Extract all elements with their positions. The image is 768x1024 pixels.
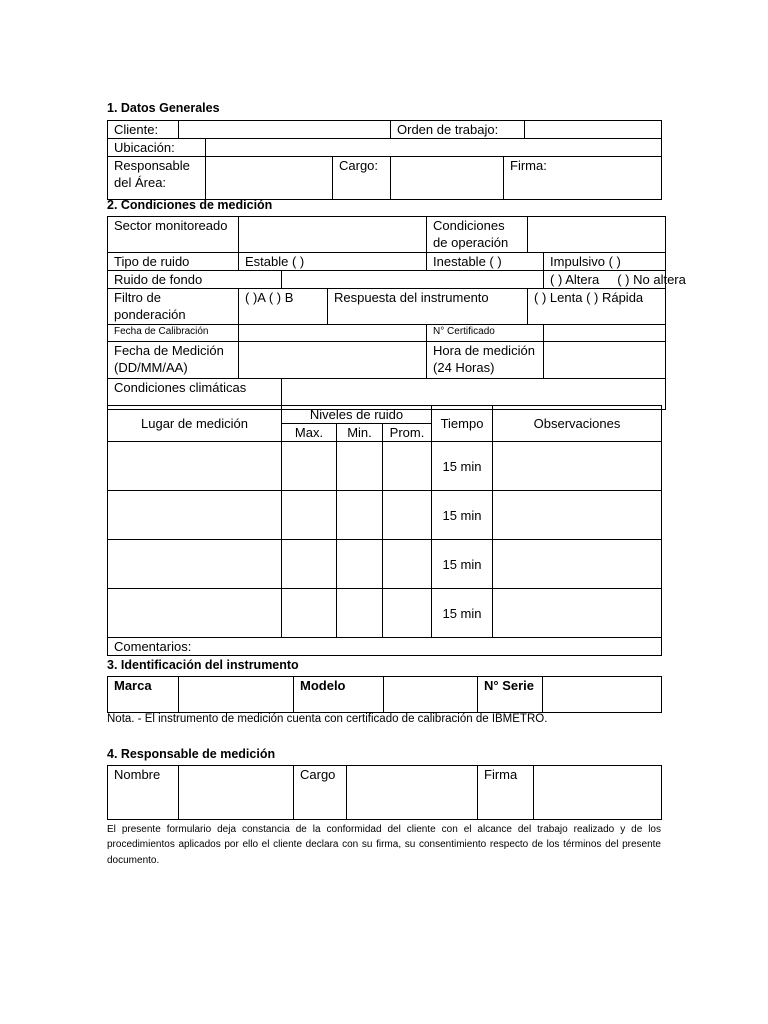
observaciones-cell[interactable] — [493, 491, 662, 540]
modelo-label: Modelo — [294, 677, 384, 713]
observaciones-cell[interactable] — [493, 589, 662, 638]
respuesta-options[interactable]: ( ) Lenta ( ) Rápida — [528, 289, 666, 325]
respuesta-instrumento-label: Respuesta del instrumento — [328, 289, 528, 325]
table-row — [108, 442, 662, 491]
lugar-cell[interactable] — [108, 491, 282, 540]
section-responsable-title: 4. Responsable de medición — [107, 747, 276, 761]
prom-header: Prom. — [383, 424, 432, 442]
lugar-cell[interactable] — [108, 589, 282, 638]
nota-text: Nota. - El instrumento de medición cuenta con certificado de calibración de IBMETRO. — [107, 713, 548, 725]
marca-field[interactable] — [179, 677, 294, 713]
max-cell[interactable] — [282, 442, 337, 491]
tipo-ruido-label: Tipo de ruido — [108, 253, 239, 271]
observaciones-cell[interactable] — [493, 442, 662, 491]
fecha-calibracion-field[interactable] — [239, 325, 427, 342]
cliente-label: Cliente: — [108, 121, 179, 139]
consentimiento-text: El presente formulario deja constancia de la conformidad del cliente con el alcance del trabajo realizado y de los procedimientos aplicados por ello el cliente declara con su firma, su consentimiento respecto de los términos del presente documento. — [107, 824, 661, 866]
max-cell[interactable] — [282, 491, 337, 540]
observaciones-cell[interactable] — [493, 540, 662, 589]
prom-cell[interactable] — [383, 442, 432, 491]
modelo-field[interactable] — [384, 677, 478, 713]
estable-option[interactable]: Estable ( ) — [239, 253, 427, 271]
min-cell[interactable] — [337, 491, 383, 540]
observaciones-header: Observaciones — [493, 406, 662, 442]
nombre-label: Nombre — [108, 766, 179, 820]
certificado-field[interactable] — [544, 325, 666, 342]
inestable-option[interactable]: Inestable ( ) — [427, 253, 544, 271]
ubicacion-label: Ubicación: — [108, 139, 206, 157]
niveles-ruido-header: Niveles de ruido — [282, 406, 432, 424]
table-row — [108, 540, 662, 589]
max-cell[interactable] — [282, 589, 337, 638]
min-header: Min. — [337, 424, 383, 442]
ruido-fondo-field[interactable] — [282, 271, 544, 289]
sector-label: Sector monitoreado — [108, 217, 239, 253]
ubicacion-field[interactable] — [206, 139, 662, 157]
firma-label: Firma: — [504, 157, 662, 200]
medicion-table — [107, 405, 662, 656]
tiempo-header: Tiempo — [432, 406, 493, 442]
cargo-resp-label: Cargo — [294, 766, 347, 820]
hora-medicion-field[interactable] — [544, 342, 666, 379]
altera-options[interactable]: ( ) Altera ( ) No altera — [544, 271, 666, 289]
responsable-area-label: Responsable del Área: — [108, 157, 206, 200]
certificado-label: N° Certificado — [427, 325, 544, 342]
condiciones-climaticas-label: Condiciones climáticas — [108, 379, 282, 410]
responsable-table — [107, 765, 662, 820]
instrumento-table — [107, 676, 662, 713]
min-cell[interactable] — [337, 589, 383, 638]
section-condiciones-title: 2. Condiciones de medición — [107, 198, 273, 212]
tiempo-cell: 15 min — [432, 442, 493, 491]
tiempo-cell: 15 min — [432, 540, 493, 589]
filtro-options[interactable]: ( )A ( ) B — [239, 289, 328, 325]
lugar-medicion-header: Lugar de medición — [108, 406, 282, 442]
cargo-resp-field[interactable] — [347, 766, 478, 820]
firma-resp-label: Firma — [478, 766, 534, 820]
lugar-cell[interactable] — [108, 442, 282, 491]
datos-generales-table — [107, 120, 662, 200]
prom-cell[interactable] — [383, 491, 432, 540]
max-header: Max. — [282, 424, 337, 442]
table-row — [108, 491, 662, 540]
fecha-medicion-label: Fecha de Medición (DD/MM/AA) — [108, 342, 239, 379]
serie-label: N° Serie — [478, 677, 543, 713]
max-cell[interactable] — [282, 540, 337, 589]
lugar-cell[interactable] — [108, 540, 282, 589]
orden-trabajo-field[interactable] — [525, 121, 662, 139]
prom-cell[interactable] — [383, 589, 432, 638]
cliente-field[interactable] — [179, 121, 391, 139]
fecha-calibracion-label: Fecha de Calibración — [108, 325, 239, 342]
section-instrumento-title: 3. Identificación del instrumento — [107, 658, 299, 672]
fecha-medicion-field[interactable] — [239, 342, 427, 379]
hora-medicion-label: Hora de medición (24 Horas) — [427, 342, 544, 379]
section-datos-generales-title: 1. Datos Generales — [107, 101, 220, 115]
condiciones-table — [107, 216, 686, 410]
tiempo-cell: 15 min — [432, 491, 493, 540]
cargo-field[interactable] — [391, 157, 504, 200]
table-row — [108, 589, 662, 638]
nombre-field[interactable] — [179, 766, 294, 820]
condiciones-operacion-label: Condiciones de operación — [427, 217, 528, 253]
marca-label: Marca — [108, 677, 179, 713]
min-cell[interactable] — [337, 540, 383, 589]
firma-resp-field[interactable] — [534, 766, 662, 820]
orden-trabajo-label: Orden de trabajo: — [391, 121, 525, 139]
min-cell[interactable] — [337, 442, 383, 491]
impulsivo-option[interactable]: Impulsivo ( ) — [544, 253, 666, 271]
responsable-area-field[interactable] — [206, 157, 333, 200]
cargo-label: Cargo: — [333, 157, 391, 200]
ruido-fondo-label: Ruido de fondo — [108, 271, 282, 289]
serie-field[interactable] — [543, 677, 662, 713]
prom-cell[interactable] — [383, 540, 432, 589]
tiempo-cell: 15 min — [432, 589, 493, 638]
condiciones-operacion-field[interactable] — [528, 217, 666, 253]
sector-field[interactable] — [239, 217, 427, 253]
comentarios-field[interactable]: Comentarios: — [108, 638, 662, 656]
filtro-ponderacion-label: Filtro de ponderación — [108, 289, 239, 325]
